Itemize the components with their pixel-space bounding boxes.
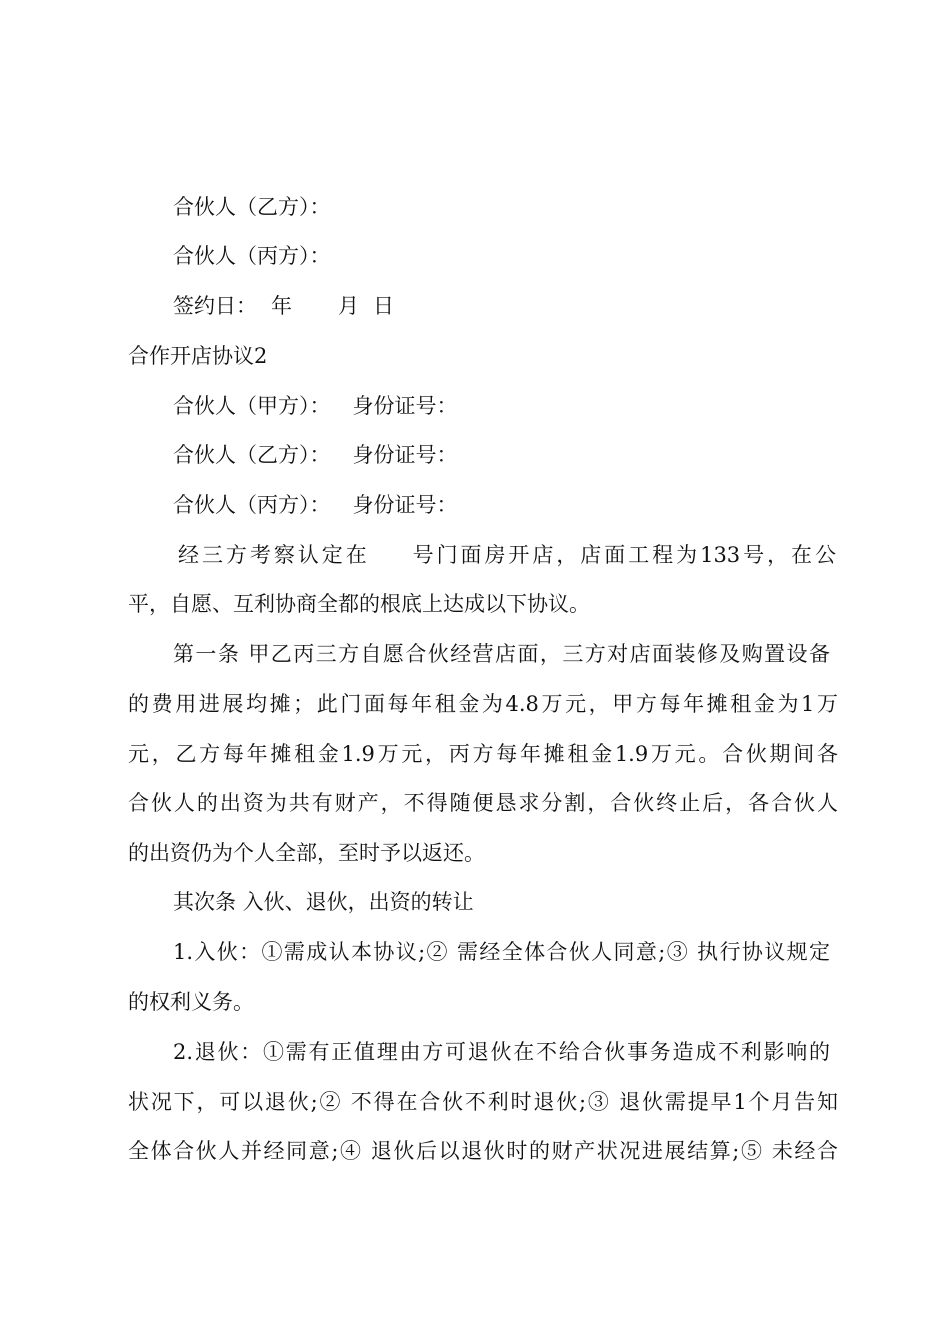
document-title: 合作开店协议2	[128, 344, 268, 368]
article1-line-4: 合伙人的出资为共有财产，不得随便恳求分割，合伙终止后，各合伙人	[128, 791, 838, 815]
party-c-id-label: 身份证号：	[352, 493, 458, 517]
item2-line-1: 2.退伙：①需有正值理由方可退伙在不给合伙事务造成不利影响的	[173, 1040, 830, 1064]
party-c-label: 合伙人（丙方）：	[173, 493, 331, 517]
article1-line-2: 的费用进展均摊；此门面每年租金为4.8万元，甲方每年摊租金为1万	[128, 692, 838, 716]
sign-date-month: 月	[338, 294, 359, 318]
item1-line-1: 1.入伙：①需成认本协议;② 需经全体合伙人同意;③ 执行协议规定	[173, 940, 830, 964]
party-b-label: 合伙人（乙方）：	[173, 443, 331, 467]
party-b-line	[173, 440, 883, 470]
party-a-label: 合伙人（甲方）：	[173, 394, 331, 418]
article2-heading: 其次条 入伙、退伙，出资的转让	[173, 890, 474, 914]
sign-date-line	[173, 291, 883, 321]
party-a-id-label: 身份证号：	[352, 394, 458, 418]
sign-date-label: 签约日：	[173, 294, 257, 318]
article1-line-1: 第一条 甲乙丙三方自愿合伙经营店面，三方对店面装修及购置设备	[173, 642, 830, 666]
item2-line-2: 状况下，可以退伙;② 不得在合伙不利时退伙;③ 退伙需提早1个月告知	[128, 1090, 838, 1114]
article1-line-3: 元，乙方每年摊租金1.9万元，丙方每年摊租金1.9万元。合伙期间各	[128, 742, 838, 766]
article1-line-5: 的出资仍为个人全部，至时予以返还。	[128, 841, 485, 865]
intro-text-b: 号门面房开店，店面工程为133号，在公	[409, 543, 836, 567]
party-b-id-label: 身份证号：	[352, 443, 458, 467]
sign-date-day: 日	[373, 294, 394, 318]
party-a-line	[173, 391, 883, 421]
intro-line-1	[178, 540, 836, 570]
party-c-line	[173, 490, 883, 520]
intro-line-2: 平，自愿、互利协商全都的根底上达成以下协议。	[128, 592, 590, 616]
item1-line-2: 的权利义务。	[128, 990, 254, 1014]
sign-date-year: 年	[271, 294, 292, 318]
partner-b-line: 合伙人（乙方）：	[173, 195, 331, 219]
intro-text-a: 经三方考察认定在	[178, 543, 370, 567]
partner-c-line: 合伙人（丙方）：	[173, 244, 331, 268]
item2-line-3: 全体合伙人并经同意;④ 退伙后以退伙时的财产状况进展结算;⑤ 未经合	[128, 1139, 838, 1163]
